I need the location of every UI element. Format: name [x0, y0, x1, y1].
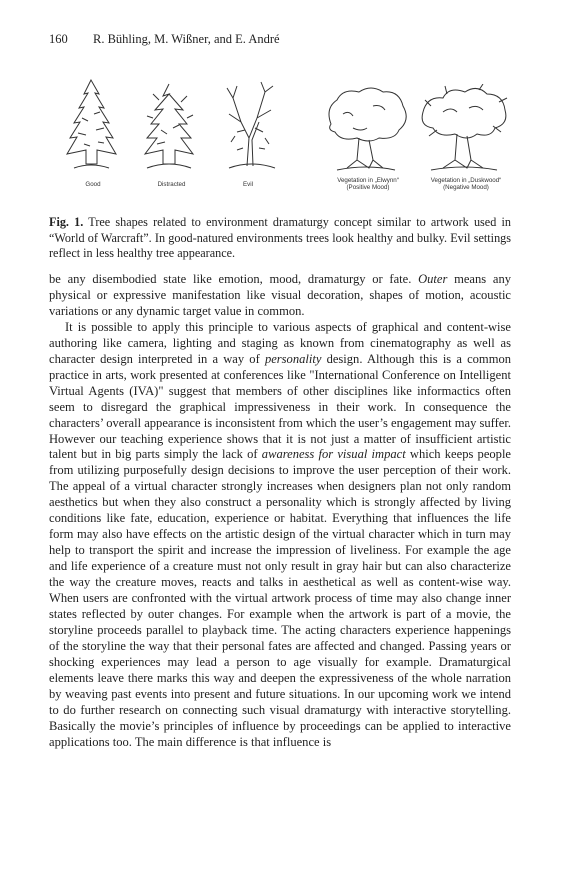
p1-outer-term: Outer — [418, 272, 448, 286]
p2-text-c: which keeps people from utilizing purposefully design decisions to improve the user perception of their work. The appeal of a virtual character strongly increases when designers plan not only random aesthetics but when they also construct a personality which is strongly affected by living conditions like fate, education, experience or habitat. Everything that influences the life form may also have effects on the artistic design of the virtual character which in turn may help to transport the spirit and increase the impression of liveliness. For example the age and life experience of a creature must not only result in gray hair but can also characterize the way the creature moves, reacts and talks in aesthetical as well as content-wise way. When users are confronted with the virtual artwork process of time may also change inner states reflected by outer changes. For example when the artwork is part of a movie, the storyline proceeds parallel to playback time. The acting characters experience happenings of the storyline the way that their personal fates are affected and changed. Passing years or shocking experiences may lead a person to age visually for example. Dramaturgical elements leave there marks this way and deepen the expressiveness of the whole narration by weaving past events into present and future situations. In our upcoming work we intend to do further research on connecting such visual dramaturgy with interactive storytelling. Basically the movie’s principles of influence by proceedings can be applied to interactive applications too. The main difference is that influence is — [49, 447, 511, 749]
page-number: 160 — [49, 32, 68, 46]
figure-caption — [49, 215, 511, 262]
label-elwynn — [330, 177, 406, 191]
p2-awareness-term: awareness for visual impact — [261, 447, 406, 462]
label-evil: Evil — [243, 181, 253, 188]
label-distracted: Distracted — [157, 181, 186, 188]
good-tree-illustration — [64, 78, 119, 178]
body-text — [49, 272, 511, 751]
elwynn-tree-illustration — [323, 84, 409, 174]
label-duskwood-line1: Vegetation in „Duskwood“ — [430, 177, 502, 184]
label-good: Good — [85, 181, 101, 188]
caption-label: Fig. 1. — [49, 215, 84, 229]
p1-text-a: be any disembodied state like emotion, mood, dramaturgy or fate. — [49, 272, 419, 286]
p2-text-b: design. Although this is a common practice in arts, work presented at conferences like "International Conference on Intelligent Virtual Agents (IVA)" suggest that members of other disciplines like informactics often seem to disregard the graphical impressiveness in their work. In consequence the characters’ overall appearance is inconsistent from which the user’s engagement may suffer. However our teaching experience shows that it is not just a matter of insufficient artistic talent but in big parts simply the lack of — [49, 351, 511, 462]
evil-tree-illustration — [221, 78, 281, 178]
label-duskwood-line2: (Negative Mood) — [443, 184, 489, 191]
p2-personality-term: personality — [264, 351, 322, 366]
p2-text-a: It is possible to apply this principle to various aspects of graphical and content-wise authoring like camera, lighting and staging as known from cinematography as well as character design interpreted in a way of — [49, 319, 511, 366]
running-header — [49, 32, 511, 47]
paragraph-2 — [49, 320, 511, 751]
paragraph-1 — [49, 272, 511, 320]
label-duskwood — [421, 177, 511, 191]
distracted-tree-illustration — [139, 78, 199, 178]
figure-1 — [49, 78, 511, 203]
label-elwynn-line1: Vegetation in „Elwynn“ — [337, 177, 399, 184]
duskwood-tree-illustration — [417, 84, 511, 174]
author-line: R. Bühling, M. Wißner, and E. André — [93, 32, 280, 46]
label-elwynn-line2: (Positive Mood) — [346, 184, 390, 191]
p1-text-b: means any physical or expressive manifestation like visual decoration, shapes of motion, acoustic variations or any dynamic target value in common. — [49, 272, 511, 318]
caption-text: Tree shapes related to environment dramaturgy concept similar to artwork used in “World of Warcraft”. In good-natured environments trees look healthy and bulky. Evil settings reflect in less healthy tree appearance. — [49, 215, 511, 260]
